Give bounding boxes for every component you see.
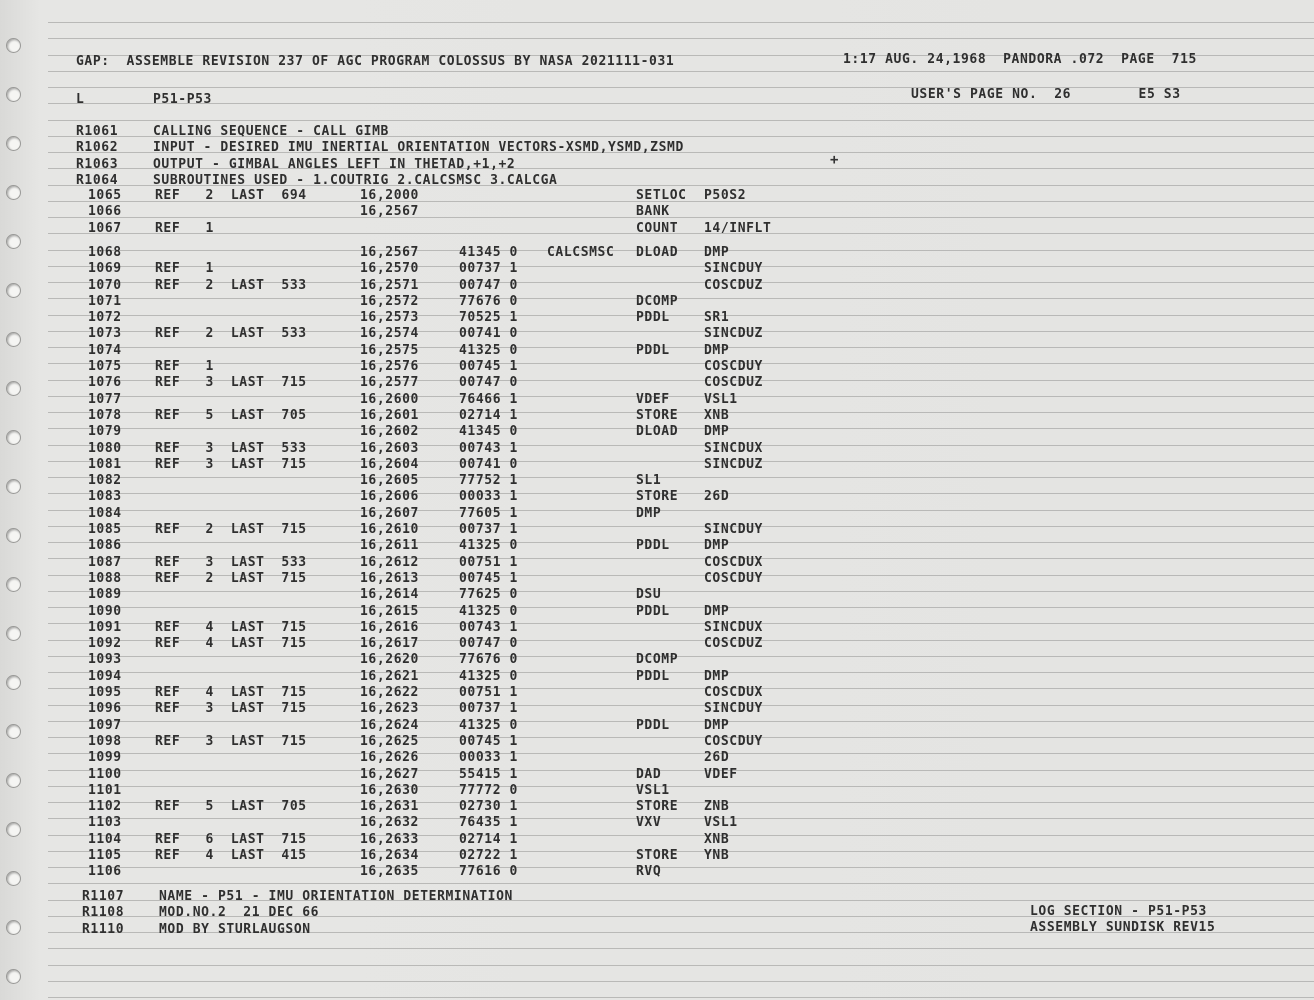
row-word: 77676 0 — [459, 652, 518, 668]
row-addr: 16,2616 — [360, 619, 419, 635]
line-number: 1075 — [88, 359, 122, 374]
row-op: STORE — [636, 407, 679, 423]
remark-text: MOD.NO.2 21 DEC 66 — [159, 905, 320, 921]
row-ref: REF 4 LAST 715 — [155, 636, 307, 652]
line-number: 1068 — [88, 244, 122, 260]
row-ref: REF 1 — [155, 220, 214, 236]
row-ref: REF 2 LAST 533 — [155, 326, 307, 342]
remark-number: R1107 — [82, 889, 125, 904]
row-addr: 16,2621 — [360, 668, 419, 684]
line-number: 1095 — [88, 685, 122, 700]
row-ref: REF 2 LAST 715 — [155, 522, 307, 537]
row-addr: 16,2611 — [360, 538, 419, 554]
row-addr: 16,2604 — [360, 456, 419, 472]
row-addr: 16,2615 — [360, 603, 419, 619]
row-word: 00033 1 — [459, 489, 518, 505]
line-number: 1105 — [88, 848, 122, 863]
line-number: 1084 — [88, 505, 122, 521]
row-word: 55415 1 — [459, 766, 518, 782]
row-op: VXV — [636, 815, 662, 831]
row-addr: 16,2612 — [360, 554, 419, 570]
row-word: 02730 1 — [459, 799, 518, 815]
ruled-line — [48, 867, 1314, 868]
feed-hole — [6, 626, 21, 641]
row-op: SL1 — [636, 473, 662, 489]
ruled-line — [48, 883, 1314, 884]
line-number: 1103 — [88, 815, 122, 831]
row-word: 41345 0 — [459, 244, 518, 260]
row-word: 00747 0 — [459, 375, 518, 391]
row-op: DLOAD — [636, 424, 679, 440]
row-addr: 16,2601 — [360, 407, 419, 423]
row-operand: SINCDUY — [704, 261, 763, 277]
row-word: 00033 1 — [459, 750, 518, 766]
row-ref: REF 4 LAST 415 — [155, 848, 307, 863]
feed-hole — [6, 528, 21, 543]
row-op: BANK — [636, 204, 670, 220]
remark-number: R1064 — [76, 172, 119, 188]
ruled-line — [48, 948, 1314, 949]
ruled-line — [48, 770, 1314, 771]
line-number: 1097 — [88, 717, 122, 733]
line-number: 1081 — [88, 456, 122, 472]
feed-hole — [6, 969, 21, 984]
row-op: PDDL — [636, 668, 670, 684]
row-word: 00743 1 — [459, 619, 518, 635]
row-operand: 14/INFLT — [704, 220, 772, 236]
ruled-line — [48, 510, 1314, 511]
row-ref: REF 4 LAST 715 — [155, 685, 307, 700]
line-number: 1078 — [88, 407, 122, 423]
row-operand: SINCDUY — [704, 522, 763, 537]
row-operand: SINCDUZ — [704, 326, 763, 342]
line-number: 1073 — [88, 326, 122, 342]
row-addr: 16,2632 — [360, 815, 419, 831]
line-number: 1102 — [88, 799, 122, 815]
row-word: 70525 1 — [459, 310, 518, 326]
line-number: 1100 — [88, 766, 122, 782]
row-operand: SINCDUY — [704, 701, 763, 717]
line-number: 1077 — [88, 391, 122, 407]
ruled-line — [48, 542, 1314, 543]
assembly-label: ASSEMBLY SUNDISK REV15 — [1030, 920, 1216, 935]
ruled-line — [48, 396, 1314, 397]
row-operand: YNB — [704, 848, 730, 863]
row-word: 02722 1 — [459, 848, 518, 863]
line-number: 1106 — [88, 864, 122, 880]
row-addr: 16,2623 — [360, 701, 419, 717]
line-number: 1076 — [88, 375, 122, 391]
row-word: 00745 1 — [459, 733, 518, 749]
assembly-header: GAP: ASSEMBLE REVISION 237 OF AGC PROGRAM COLOSSUS BY NASA 2021111-031 — [76, 54, 675, 69]
row-operand: COSCDUY — [704, 733, 763, 749]
row-operand: COSCDUZ — [704, 636, 763, 652]
line-number: 1104 — [88, 831, 122, 847]
line-number: 1092 — [88, 636, 122, 652]
row-addr: 16,2567 — [360, 204, 419, 220]
ruled-line — [48, 103, 1314, 104]
row-addr: 16,2607 — [360, 505, 419, 521]
remark-text: CALLING SEQUENCE - CALL GIMB — [153, 124, 389, 139]
row-word: 77772 0 — [459, 782, 518, 798]
line-number: 1089 — [88, 587, 122, 603]
row-addr: 16,2606 — [360, 489, 419, 505]
line-number: 1074 — [88, 342, 122, 358]
ruled-line — [48, 233, 1314, 234]
plus-mark: + — [830, 152, 839, 168]
row-addr: 16,2635 — [360, 864, 419, 880]
row-operand: 26D — [704, 750, 730, 766]
row-addr: 16,2570 — [360, 261, 419, 277]
log-section-label: LOG SECTION - P51-P53 — [1030, 904, 1207, 919]
row-addr: 16,2574 — [360, 326, 419, 342]
ruled-line — [48, 38, 1314, 39]
row-op: STORE — [636, 848, 679, 863]
row-operand: DMP — [704, 538, 730, 554]
remark-text: MOD BY STURLAUGSON — [159, 921, 311, 937]
ruled-line — [48, 656, 1314, 657]
row-word: 00751 1 — [459, 685, 518, 700]
ruled-line — [48, 477, 1314, 478]
row-ref: REF 3 LAST 715 — [155, 456, 307, 472]
feed-hole — [6, 136, 21, 151]
row-ref: REF 3 LAST 533 — [155, 554, 307, 570]
row-word: 00743 1 — [459, 440, 518, 456]
ruled-line — [48, 315, 1314, 316]
section-letter: L — [76, 92, 85, 107]
row-operand: VSL1 — [704, 391, 738, 407]
row-addr: 16,2600 — [360, 391, 419, 407]
row-ref: REF 4 LAST 715 — [155, 619, 307, 635]
row-label: CALCSMSC — [547, 244, 615, 260]
row-addr: 16,2614 — [360, 587, 419, 603]
row-addr: 16,2626 — [360, 750, 419, 766]
ruled-line — [48, 721, 1314, 722]
row-addr: 16,2617 — [360, 636, 419, 652]
row-ref: REF 3 LAST 715 — [155, 733, 307, 749]
row-operand: COSCDUZ — [704, 375, 763, 391]
row-operand: DMP — [704, 424, 730, 440]
row-word: 00747 0 — [459, 636, 518, 652]
row-operand: DMP — [704, 717, 730, 733]
row-addr: 16,2633 — [360, 831, 419, 847]
line-number: 1094 — [88, 668, 122, 684]
row-ref: REF 1 — [155, 359, 214, 374]
row-operand: DMP — [704, 668, 730, 684]
feed-hole — [6, 871, 21, 886]
line-number: 1065 — [88, 188, 122, 203]
line-number: 1086 — [88, 538, 122, 554]
row-word: 77625 0 — [459, 587, 518, 603]
row-op: DCOMP — [636, 293, 679, 309]
row-op: PDDL — [636, 310, 670, 326]
row-operand: COSCDUY — [704, 570, 763, 586]
ruled-line — [48, 347, 1314, 348]
line-number: 1083 — [88, 489, 122, 505]
row-addr: 16,2625 — [360, 733, 419, 749]
row-word: 00737 1 — [459, 522, 518, 537]
remark-number: R1063 — [76, 156, 119, 172]
ruled-line — [48, 753, 1314, 754]
row-ref: REF 6 LAST 715 — [155, 831, 307, 847]
row-word: 41325 0 — [459, 538, 518, 554]
row-ref: REF 2 LAST 694 — [155, 188, 307, 203]
row-op: PDDL — [636, 717, 670, 733]
row-word: 77616 0 — [459, 864, 518, 880]
row-op: STORE — [636, 799, 679, 815]
ruled-line — [48, 607, 1314, 608]
remark-text: NAME - P51 - IMU ORIENTATION DETERMINATION — [159, 889, 513, 904]
row-word: 76466 1 — [459, 391, 518, 407]
row-operand: SR1 — [704, 310, 730, 326]
ruled-line — [48, 298, 1314, 299]
row-addr: 16,2627 — [360, 766, 419, 782]
feed-hole — [6, 822, 21, 837]
user-page-number: USER'S PAGE NO. 26 E5 S3 — [911, 87, 1181, 102]
line-number: 1091 — [88, 619, 122, 635]
row-word: 00745 1 — [459, 359, 518, 374]
row-operand: DMP — [704, 603, 730, 619]
row-operand: XNB — [704, 831, 730, 847]
row-operand: VSL1 — [704, 815, 738, 831]
row-addr: 16,2613 — [360, 570, 419, 586]
row-ref: REF 5 LAST 705 — [155, 407, 307, 423]
row-word: 76435 1 — [459, 815, 518, 831]
ruled-line — [48, 428, 1314, 429]
row-addr: 16,2622 — [360, 685, 419, 700]
row-word: 77605 1 — [459, 505, 518, 521]
row-ref: REF 2 LAST 533 — [155, 277, 307, 293]
remark-number: R1110 — [82, 921, 125, 937]
row-addr: 16,2576 — [360, 359, 419, 374]
row-op: VSL1 — [636, 782, 670, 798]
remark-text: INPUT - DESIRED IMU INERTIAL ORIENTATION VECTORS-XSMD,YSMD,ZSMD — [153, 140, 684, 156]
row-word: 41325 0 — [459, 603, 518, 619]
row-op: VDEF — [636, 391, 670, 407]
row-operand: DMP — [704, 342, 730, 358]
feed-hole — [6, 381, 21, 396]
row-op: PDDL — [636, 342, 670, 358]
feed-hole — [6, 87, 21, 102]
row-operand: SINCDUX — [704, 619, 763, 635]
ruled-line — [48, 250, 1314, 251]
ruled-line — [48, 997, 1314, 998]
ruled-line — [48, 22, 1314, 23]
ruled-line — [48, 120, 1314, 121]
ruled-line — [48, 981, 1314, 982]
row-word: 41325 0 — [459, 668, 518, 684]
ruled-line — [48, 818, 1314, 819]
ruled-line — [48, 266, 1314, 267]
row-addr: 16,2624 — [360, 717, 419, 733]
ruled-line — [48, 217, 1314, 218]
row-operand: ZNB — [704, 799, 730, 815]
remark-number: R1062 — [76, 140, 119, 156]
feed-hole — [6, 724, 21, 739]
row-ref: REF 5 LAST 705 — [155, 799, 307, 815]
row-op: PDDL — [636, 538, 670, 554]
row-word: 00737 1 — [459, 261, 518, 277]
row-ref: REF 3 LAST 715 — [155, 375, 307, 391]
line-number: 1088 — [88, 570, 122, 586]
tractor-feed-holes — [0, 0, 44, 1000]
row-op: DSU — [636, 587, 662, 603]
line-number: 1070 — [88, 277, 122, 293]
row-addr: 16,2605 — [360, 473, 419, 489]
row-addr: 16,2634 — [360, 848, 419, 863]
row-operand: SINCDUX — [704, 440, 763, 456]
row-addr: 16,2577 — [360, 375, 419, 391]
row-word: 41345 0 — [459, 424, 518, 440]
row-operand: DMP — [704, 244, 730, 260]
feed-hole — [6, 773, 21, 788]
row-ref: REF 3 LAST 715 — [155, 701, 307, 717]
row-word: 00747 0 — [459, 277, 518, 293]
row-word: 00741 0 — [459, 326, 518, 342]
remark-number: R1061 — [76, 124, 119, 139]
row-operand: 26D — [704, 489, 730, 505]
feed-hole — [6, 920, 21, 935]
line-number: 1087 — [88, 554, 122, 570]
feed-hole — [6, 577, 21, 592]
row-addr: 16,2620 — [360, 652, 419, 668]
row-addr: 16,2602 — [360, 424, 419, 440]
row-operand: COSCDUX — [704, 685, 763, 700]
row-op: DAD — [636, 766, 662, 782]
row-op: PDDL — [636, 603, 670, 619]
row-word: 00745 1 — [459, 570, 518, 586]
row-addr: 16,2610 — [360, 522, 419, 537]
row-word: 00737 1 — [459, 701, 518, 717]
row-operand: P50S2 — [704, 188, 747, 203]
line-number: 1098 — [88, 733, 122, 749]
feed-hole — [6, 675, 21, 690]
ruled-line — [48, 591, 1314, 592]
feed-hole — [6, 332, 21, 347]
row-addr: 16,2571 — [360, 277, 419, 293]
row-word: 41325 0 — [459, 342, 518, 358]
line-number: 1066 — [88, 204, 122, 220]
feed-hole — [6, 234, 21, 249]
line-number: 1071 — [88, 293, 122, 309]
feed-hole — [6, 430, 21, 445]
row-op: RVQ — [636, 864, 662, 880]
row-ref: REF 2 LAST 715 — [155, 570, 307, 586]
row-op: STORE — [636, 489, 679, 505]
row-op: DCOMP — [636, 652, 679, 668]
row-addr: 16,2575 — [360, 342, 419, 358]
row-addr: 16,2000 — [360, 188, 419, 203]
row-op: SETLOC — [636, 188, 687, 203]
row-word: 00751 1 — [459, 554, 518, 570]
ruled-line — [48, 965, 1314, 966]
row-operand: XNB — [704, 407, 730, 423]
row-ref: REF 1 — [155, 261, 214, 277]
row-addr: 16,2567 — [360, 244, 419, 260]
remark-text: OUTPUT - GIMBAL ANGLES LEFT IN THETAD,+1,+2 — [153, 156, 516, 172]
row-operand: SINCDUZ — [704, 456, 763, 472]
line-number: 1079 — [88, 424, 122, 440]
row-word: 77752 1 — [459, 473, 518, 489]
line-number: 1080 — [88, 440, 122, 456]
section-name: P51-P53 — [153, 92, 212, 107]
line-number: 1085 — [88, 522, 122, 537]
line-number: 1101 — [88, 782, 122, 798]
row-word: 02714 1 — [459, 831, 518, 847]
ruled-line — [48, 672, 1314, 673]
row-word: 02714 1 — [459, 407, 518, 423]
feed-hole — [6, 185, 21, 200]
row-word: 00741 0 — [459, 456, 518, 472]
row-ref: REF 3 LAST 533 — [155, 440, 307, 456]
line-number: 1072 — [88, 310, 122, 326]
ruled-line — [48, 363, 1314, 364]
line-number: 1067 — [88, 220, 122, 236]
feed-hole — [6, 38, 21, 53]
row-op: DLOAD — [636, 244, 679, 260]
remark-text: SUBROUTINES USED - 1.COUTRIG 2.CALCSMSC 3.CALCGA — [153, 172, 558, 188]
line-number: 1093 — [88, 652, 122, 668]
row-addr: 16,2603 — [360, 440, 419, 456]
row-operand: COSCDUY — [704, 359, 763, 374]
remark-number: R1108 — [82, 905, 125, 921]
row-op: COUNT — [636, 220, 679, 236]
line-number: 1090 — [88, 603, 122, 619]
date-page-header: 1:17 AUG. 24,1968 PANDORA .072 PAGE 715 — [843, 52, 1197, 67]
ruled-line — [48, 493, 1314, 494]
row-addr: 16,2630 — [360, 782, 419, 798]
feed-hole — [6, 479, 21, 494]
ruled-line — [48, 71, 1314, 72]
line-number: 1099 — [88, 750, 122, 766]
line-number: 1096 — [88, 701, 122, 717]
row-operand: COSCDUX — [704, 554, 763, 570]
row-word: 77676 0 — [459, 293, 518, 309]
row-addr: 16,2572 — [360, 293, 419, 309]
row-word: 41325 0 — [459, 717, 518, 733]
line-number: 1082 — [88, 473, 122, 489]
row-addr: 16,2631 — [360, 799, 419, 815]
row-op: DMP — [636, 505, 662, 521]
row-operand: VDEF — [704, 766, 738, 782]
row-operand: COSCDUZ — [704, 277, 763, 293]
feed-hole — [6, 283, 21, 298]
line-number: 1069 — [88, 261, 122, 277]
row-addr: 16,2573 — [360, 310, 419, 326]
ruled-line — [48, 786, 1314, 787]
